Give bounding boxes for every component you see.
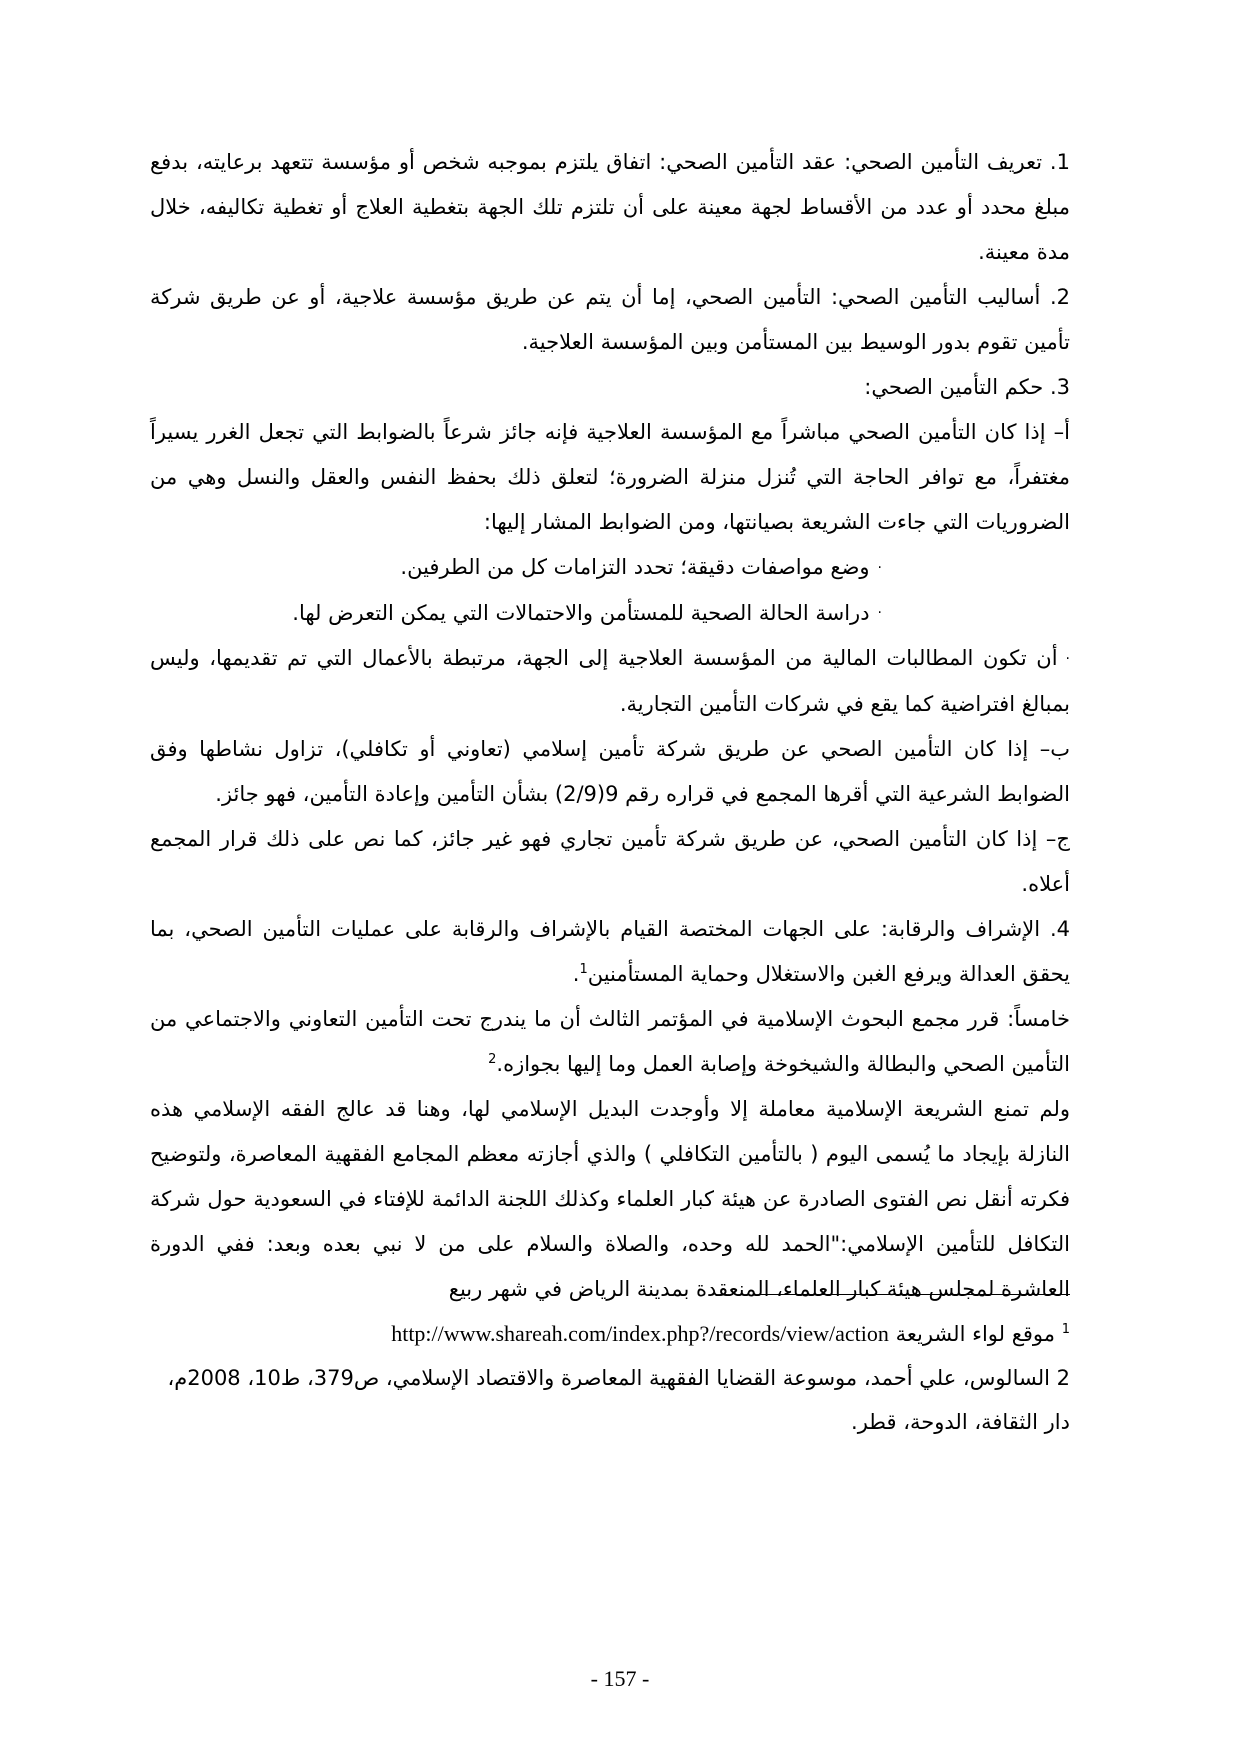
paragraph-takaful: ولم تمنع الشريعة الإسلامية معاملة إلا وأوجدت البديل الإسلامي لها، وهنا قد عالج الفقه الإسلامي هذه النازلة بإيجاد ما يُسمى اليوم ( بالتأمين التكافلي ) والذي أجازته معظم المجامع الفقهية المعاصرة، ولتوضيح فكرته أنقل نص الفتوى الصادرة عن هيئة كبار العلماء وكذلك اللجنة الدائمة للإفتاء في السعودية حول شركة التكافل للتأمين الإسلامي:"الحمد لله وحده، والصلاة والسلام على من لا نبي بعده وبعد: ففي الدورة العاشرة لمجلس هيئة كبار العلماء، المنعقدة بمدينة الرياض في شهر ربيع bbox=[150, 1096, 1070, 1301]
bullet-item: ·أن تكون المطالبات المالية من المؤسسة العلاجية إلى الجهة، مرتبطة بالأعمال التي تم تقديمها، وليس بمبالغ افتراضية كما يقع في شركات التأمين التجارية. bbox=[150, 636, 1070, 727]
bullet-item: ·وضع مواصفات دقيقة؛ تحدد التزامات كل من الطرفين. bbox=[150, 545, 1070, 591]
paragraph-ruling-heading: 3. حكم التأمين الصحي: bbox=[864, 375, 1070, 399]
bullet-icon: · bbox=[1065, 650, 1070, 667]
footnote-ref[interactable]: 1 bbox=[579, 961, 588, 977]
footnote-ref[interactable]: 2 bbox=[488, 1051, 497, 1067]
page-body bbox=[150, 140, 1070, 1312]
footnote-separator bbox=[760, 1294, 1070, 1295]
paragraph-ruling-c: ج– إذا كان التأمين الصحي، عن طريق شركة تأمين تجاري فهو غير جائز، كما نص على ذلك قرار المجمع أعلاه. bbox=[150, 826, 1070, 896]
paragraph-methods: 2. أساليب التأمين الصحي: التأمين الصحي، إما أن يتم عن طريق مؤسسة علاجية، أو عن طريق شركة تأمين تقوم بدور الوسيط بين المستأمن وبين المؤسسة العلاجية. bbox=[150, 285, 1070, 354]
footnotes bbox=[150, 1312, 1070, 1444]
paragraph-ruling-b: ب– إذا كان التأمين الصحي عن طريق شركة تأمين إسلامي (تعاوني أو تكافلي)، تزاول نشاطها وفق الضوابط الشرعية التي أقرها المجمع في قراره رقم 9(2/9) بشأن التأمين وإعادة التأمين، فهو جائز. bbox=[150, 736, 1070, 806]
bullet-icon: · bbox=[877, 605, 882, 621]
bullet-item: ·دراسة الحالة الصحية للمستأمن والاحتمالات التي يمكن التعرض لها. bbox=[150, 591, 1070, 637]
paragraph-supervision: 4. الإشراف والرقابة: على الجهات المختصة القيام بالإشراف والرقابة على عمليات التأمين الصحي، بما يحقق العدالة ويرفع الغبن والاستغلال وحماية المستأمنين$^1$. bbox=[150, 916, 1070, 986]
paragraph-ruling-a: أ– إذا كان التأمين الصحي مباشراً مع المؤسسة العلاجية فإنه جائز شرعاً بالضوابط التي تجعل الغرر يسيراً مغتفراً، مع توافر الحاجة التي تُنزل منزلة الضرورة؛ لتعلق ذلك بحفظ النفس والعقل والنسل وهي من الضروريات التي جاءت الشريعة بصيانتها، ومن الضوابط المشار إليها: bbox=[150, 420, 1070, 534]
footnote-2: 2 السالوس، علي أحمد، موسوعة القضايا الفقهية المعاصرة والاقتصاد الإسلامي، ص379، ط10، 2008م، دار الثقافة، الدوحة، قطر. bbox=[167, 1366, 1070, 1434]
footnote-link[interactable]: http://www.shareah.com/index.php?/records/view/action bbox=[391, 1321, 889, 1346]
bullet-icon: · bbox=[877, 559, 882, 576]
footnote-1: $^1$ موقع لواء الشريعة http://www.shareah.com/index.php?/records/view/action bbox=[391, 1321, 1070, 1346]
paragraph-fifth: خامساً: قرر مجمع البحوث الإسلامية في المؤتمر الثالث أن ما يندرج تحت التأمين التعاوني والاجتماعي من التأمين الصحي والبطالة والشيخوخة وإصابة العمل وما إليها بجوازه.$^2$ bbox=[150, 1006, 1070, 1076]
page-number: - 157 - bbox=[590, 1666, 650, 1691]
paragraph-definition: 1. تعريف التأمين الصحي: عقد التأمين الصحي: اتفاق يلتزم بموجبه شخص أو مؤسسة تتعهد برعايته، بدفع مبلغ محدد أو عدد من الأقساط لجهة معينة على أن تلتزم تلك الجهة بتغطية العلاج أو تغطية تكاليفه، خلال مدة معينة. bbox=[150, 150, 1070, 264]
